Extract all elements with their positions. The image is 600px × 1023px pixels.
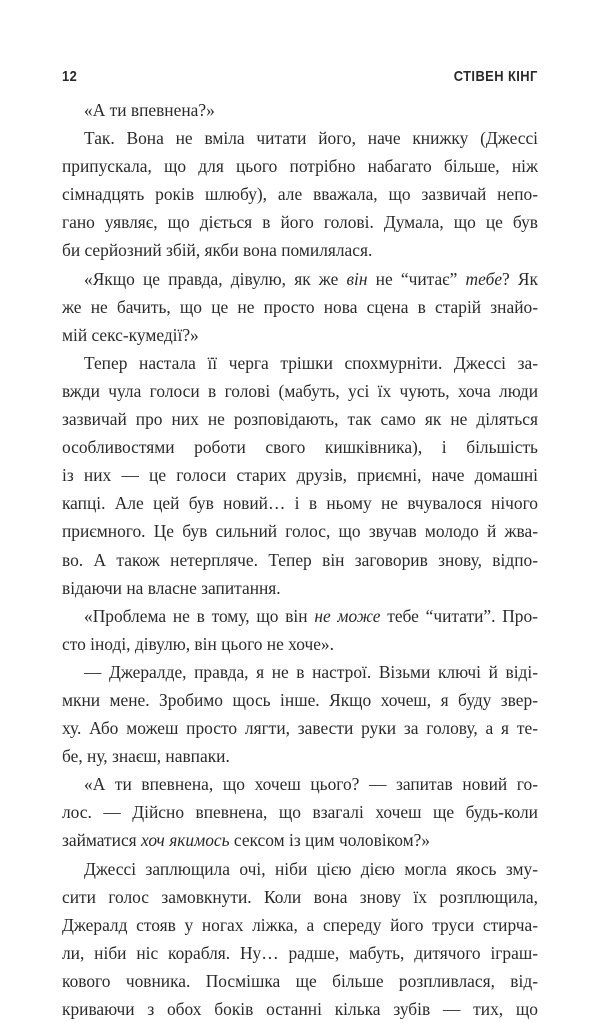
text-run: сити голос замовкнути. Коли вона знову їх розплющила, xyxy=(62,886,538,907)
text-line xyxy=(62,265,538,293)
text-run: ? Як xyxy=(502,268,538,289)
running-title-author: СТІВЕН КІНГ xyxy=(453,68,538,85)
text-line xyxy=(62,489,538,517)
text-run: ли, ніби ніс корабля. Ну… радше, мабуть, дитячого іграш- xyxy=(62,942,538,963)
text-line xyxy=(62,349,538,377)
text-run: «Якщо це правда, дівулю, як же xyxy=(84,268,347,289)
text-line xyxy=(62,377,538,405)
text-run: вжди чула голоси в голові (мабуть, усі їх чують, хоча люди xyxy=(62,380,538,401)
text-line xyxy=(62,574,538,602)
italic-emphasis: хоч якимось xyxy=(141,830,230,851)
text-line xyxy=(62,798,538,826)
text-line xyxy=(62,208,538,236)
text-run: капці. Але цей був новий… і в ньому не вчувалося нічого xyxy=(62,493,538,514)
text-run: приємного. Це був сильний голос, що звучав молодо й жва- xyxy=(62,521,538,542)
text-run: криваючи з обох боків останні кілька зубів — тих, що xyxy=(62,999,538,1019)
text-line xyxy=(62,686,538,714)
text-run: припускала, що для цього потрібно набагато більше, ніж xyxy=(62,156,538,177)
text-run: гано уявляє, що діється в його голові. Думала, що це був xyxy=(62,212,538,233)
text-run: — Джералде, правда, я не в настрої. Візьми ключі й віді- xyxy=(84,661,538,682)
text-run: мкни мене. Зробимо щось інше. Якщо хочеш, я буду звер- xyxy=(62,689,538,710)
text-run: же не бачить, що це не просто нова сцена в старій знайо- xyxy=(62,296,538,317)
text-line xyxy=(62,321,538,349)
text-run: «А ти впевнена, що хочеш цього? — запитав новий го- xyxy=(84,774,538,795)
text-run: ху. Або можеш просто лягти, завести руки за голову, а я те- xyxy=(62,718,538,739)
text-run: зазвичай про них не розповідають, так само як не діляться xyxy=(62,409,538,430)
text-line xyxy=(62,939,538,967)
text-run: мій секс-кумедії?» xyxy=(62,324,199,345)
text-run: тебе “читати”. Про- xyxy=(380,605,538,626)
text-run: би серйозний збій, якби вона помилялася. xyxy=(62,240,373,261)
text-line xyxy=(62,883,538,911)
text-run: бе, ну, знаєш, навпаки. xyxy=(62,746,230,767)
text-run: із них — це голоси старих друзів, приємні, наче домашні xyxy=(62,465,538,486)
text-line xyxy=(62,546,538,574)
text-line xyxy=(62,405,538,433)
text-line xyxy=(62,995,538,1023)
text-line xyxy=(62,517,538,545)
italic-emphasis: не може xyxy=(314,605,381,626)
text-line xyxy=(62,152,538,180)
body-text xyxy=(62,96,538,1023)
text-run: сексом із цим чоловіком?» xyxy=(229,830,430,851)
text-run: відаючи на власне запитання. xyxy=(62,577,281,598)
text-line xyxy=(62,180,538,208)
text-line xyxy=(62,967,538,995)
text-line xyxy=(62,855,538,883)
text-line xyxy=(62,124,538,152)
page-number: 12 xyxy=(62,68,78,85)
text-run: Джессі заплющила очі, ніби цією дією могла якось зму- xyxy=(84,858,538,879)
text-run: Джералд стояв у ногах ліжка, а спереду його труси стирча- xyxy=(62,914,538,935)
text-run: сто іноді, дівулю, він цього не хоче». xyxy=(62,633,334,654)
text-run: «А ти впевнена?» xyxy=(84,100,215,120)
text-run: не “читає” xyxy=(367,268,466,289)
text-line xyxy=(62,293,538,321)
paragraph xyxy=(62,770,538,854)
text-line xyxy=(62,826,538,854)
text-line xyxy=(62,658,538,686)
italic-emphasis: тебе xyxy=(465,268,503,289)
text-line xyxy=(62,236,538,264)
text-line xyxy=(62,461,538,489)
paragraph xyxy=(62,265,538,349)
text-line xyxy=(62,96,538,124)
text-run: Так. Вона не вміла читати його, наче книжку (Джессі xyxy=(84,128,538,149)
text-line xyxy=(62,714,538,742)
paragraph xyxy=(62,96,538,124)
paragraph xyxy=(62,124,538,264)
text-line xyxy=(62,433,538,461)
text-run: лос. — Дійсно впевнена, що взагалі хочеш ще будь-коли xyxy=(62,802,538,823)
text-run: во. А також нетерпляче. Тепер він заговорив знову, відпо- xyxy=(62,549,538,570)
italic-emphasis: він xyxy=(346,268,368,289)
text-line xyxy=(62,770,538,798)
text-run: займатися xyxy=(62,830,142,851)
text-line xyxy=(62,602,538,630)
text-line xyxy=(62,630,538,658)
text-run: особливостями роботи свого кишківника), і більшість xyxy=(62,437,538,458)
text-run: кового човника. Посмішка ще більше розпливлася, від- xyxy=(62,970,538,991)
text-line xyxy=(62,742,538,770)
text-run: «Проблема не в тому, що він xyxy=(84,605,315,626)
paragraph xyxy=(62,349,538,602)
paragraph xyxy=(62,658,538,770)
text-run: сімнадцять років шлюбу), але вважала, що зазвичай непо- xyxy=(62,184,538,205)
running-header xyxy=(62,68,538,88)
paragraph xyxy=(62,602,538,658)
text-line xyxy=(62,911,538,939)
paragraph xyxy=(62,855,538,1023)
text-run: Тепер настала її черга трішки спохмурніти. Джессі за- xyxy=(84,352,538,373)
